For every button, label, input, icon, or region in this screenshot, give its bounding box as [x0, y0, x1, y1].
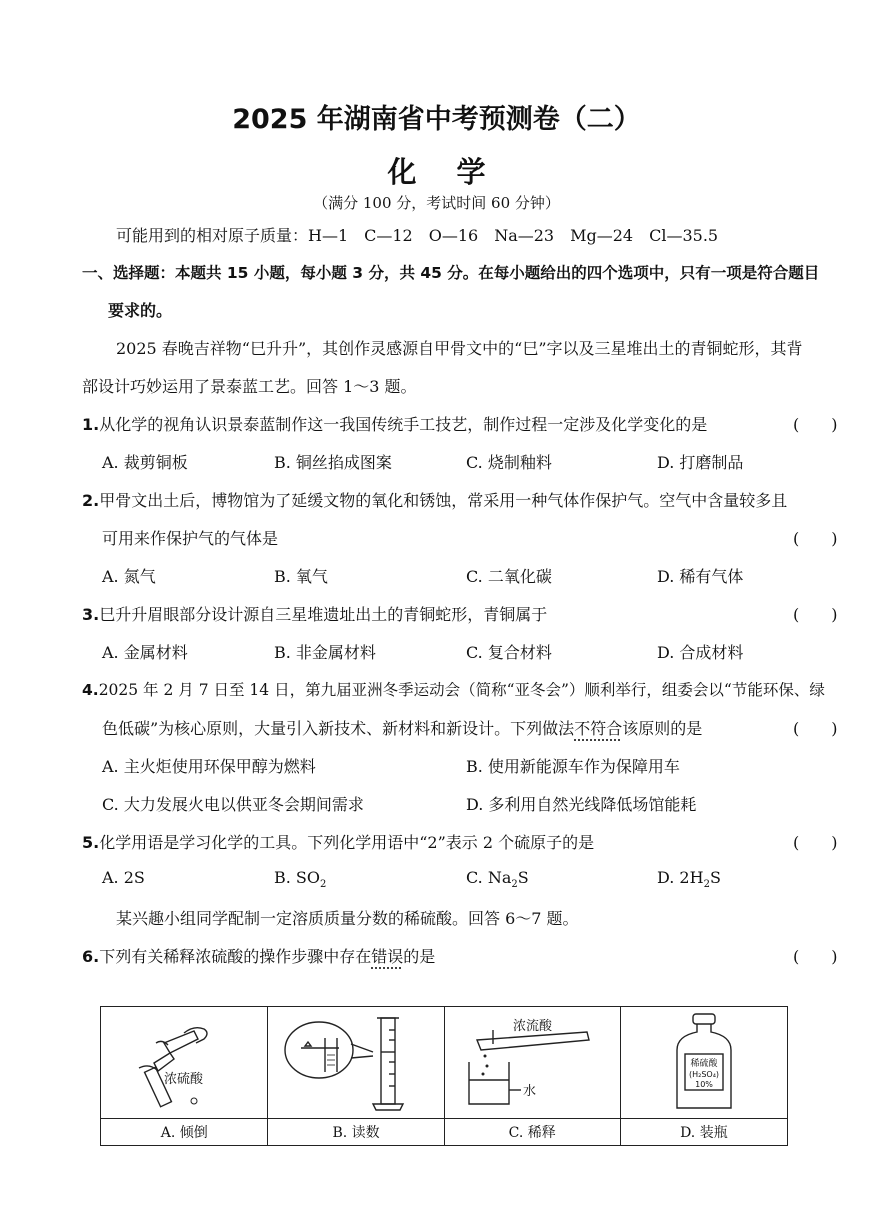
intro-paragraph-cont: 部设计巧妙运用了景泰蓝工艺。回答 1～3 题。: [82, 377, 417, 396]
question-2: [82, 488, 787, 511]
option-b[interactable]: B. $SO_2$: [274, 868, 327, 891]
option-a[interactable]: A. 裁剪铜板: [102, 453, 188, 472]
option-d[interactable]: D. 稀有气体: [657, 567, 744, 586]
option-c[interactable]: C. $Na_2S$: [466, 868, 529, 891]
figure-table: [100, 1006, 788, 1146]
figure-c-water-label: 水: [523, 1084, 537, 1099]
option-a[interactable]: A. 2S: [102, 868, 145, 887]
question-5: [82, 830, 594, 853]
answer-blank[interactable]: ( ): [793, 833, 838, 852]
question-text: 化学用语是学习化学的工具。下列化学用语中“2”表示 2 个硫原子的是: [99, 833, 595, 852]
figure-caption-b: B. 读数: [268, 1119, 444, 1146]
question-text: 的是: [403, 947, 436, 966]
answer-blank[interactable]: ( ): [793, 947, 838, 966]
atomic-masses: 可能用到的相对原子质量：H—1 C—12 O—16 Na—23 Mg—24 Cl—35.5: [116, 226, 719, 245]
question-text: 巳升升眉眼部分设计源自三星堆遗址出土的青铜蛇形，青铜属于: [99, 605, 548, 624]
question-text: 该原则的是: [622, 719, 703, 738]
answer-blank[interactable]: ( ): [793, 719, 838, 738]
emphasized-text: 不符合: [574, 719, 623, 738]
option-c[interactable]: C. 大力发展火电以供亚冬会期间需求: [102, 795, 364, 814]
option-d[interactable]: D. 打磨制品: [657, 453, 744, 472]
question-2-cont: 可用来作保护气的气体是: [102, 529, 279, 548]
option-a[interactable]: A. 氮气: [102, 567, 156, 586]
figure-c-cell: [444, 1007, 620, 1119]
page-title: 2025 年湖南省中考预测卷（二）: [232, 104, 641, 135]
option-b[interactable]: B. 使用新能源车作为保障用车: [466, 757, 680, 776]
figure-a-cell: [101, 1007, 268, 1119]
option-c[interactable]: C. 二氧化碳: [466, 567, 552, 586]
option-b[interactable]: B. 非金属材料: [274, 643, 376, 662]
option-a[interactable]: A. 金属材料: [102, 643, 188, 662]
section-heading-cont: 要求的。: [108, 301, 173, 320]
question-4-cont: [102, 716, 702, 739]
subject-title: 化学: [387, 155, 526, 189]
pouring-illustration: [124, 1013, 244, 1113]
figure-d-label-1: 稀硫酸: [690, 1059, 718, 1069]
dilution-illustration: [457, 1010, 607, 1115]
question-number: 1.: [82, 415, 100, 434]
question-number: 5.: [82, 833, 100, 852]
question-number: 6.: [82, 947, 100, 966]
question-text: 下列有关稀释浓硫酸的操作步骤中存在: [99, 947, 372, 966]
answer-blank[interactable]: ( ): [793, 605, 838, 624]
intro-paragraph: 2025 春晚吉祥物“巳升升”，其创作灵感源自甲骨文中的“巳”字以及三星堆出土的青铜蛇形，其背: [116, 339, 803, 358]
answer-blank[interactable]: ( ): [793, 415, 838, 434]
option-b[interactable]: B. 氧气: [274, 567, 328, 586]
question-3: [82, 602, 547, 625]
question-text: 色低碳”为核心原则，大量引入新技术、新材料和新设计。下列做法: [102, 719, 575, 738]
bottle-illustration: [649, 1010, 759, 1115]
question-text: 2025 年 2 月 7 日至 14 日，第九届亚洲冬季运动会（简称“亚冬会”）顺利举行，组委会以“节能环保、绿: [98, 681, 825, 699]
figure-caption-c: C. 稀释: [444, 1119, 620, 1146]
answer-blank[interactable]: ( ): [793, 529, 838, 548]
emphasized-text: 错误: [371, 947, 404, 966]
question-number: 4.: [82, 681, 99, 699]
cylinder-reading-illustration: [281, 1010, 431, 1115]
question-6: [82, 944, 435, 967]
question-number: 3.: [82, 605, 100, 624]
figure-b-cell: [268, 1007, 444, 1119]
option-a[interactable]: A. 主火炬使用环保甲醇为燃料: [102, 757, 316, 776]
option-b[interactable]: B. 铜丝掐成图案: [274, 453, 392, 472]
figure-d-label-2: (H₂SO₄): [688, 1070, 719, 1079]
option-d[interactable]: D. 多利用自然光线降低场馆能耗: [466, 795, 697, 814]
section-heading: 一、选择题：本题共 15 小题，每小题 3 分，共 45 分。在每小题给出的四个选项中，只有一项是符合题目: [82, 264, 820, 282]
figure-d-label-3: 10%: [695, 1080, 713, 1089]
intro-paragraph-2: 某兴趣小组同学配制一定溶质质量分数的稀硫酸。回答 6～7 题。: [116, 909, 579, 928]
question-text: 从化学的视角认识景泰蓝制作这一我国传统手工技艺，制作过程一定涉及化学变化的是: [99, 415, 708, 434]
exam-meta: （满分 100 分，考试时间 60 分钟）: [313, 194, 560, 212]
question-4: [82, 678, 825, 700]
option-c[interactable]: C. 烧制釉料: [466, 453, 552, 472]
option-c[interactable]: C. 复合材料: [466, 643, 552, 662]
figure-caption-d: D. 装瓶: [620, 1119, 787, 1146]
question-text: 甲骨文出土后，博物馆为了延缓文物的氧化和锈蚀，常采用一种气体作保护气。空气中含量较多且: [99, 491, 788, 510]
option-d[interactable]: D. $2H_2S$: [657, 868, 721, 891]
option-d[interactable]: D. 合成材料: [657, 643, 744, 662]
figure-caption-a: A. 倾倒: [101, 1119, 268, 1146]
question-1: [82, 412, 707, 435]
figure-a-label: 浓硫酸: [164, 1071, 204, 1087]
question-number: 2.: [82, 491, 100, 510]
figure-c-label: 浓流酸: [513, 1019, 553, 1034]
figure-d-cell: [620, 1007, 787, 1119]
